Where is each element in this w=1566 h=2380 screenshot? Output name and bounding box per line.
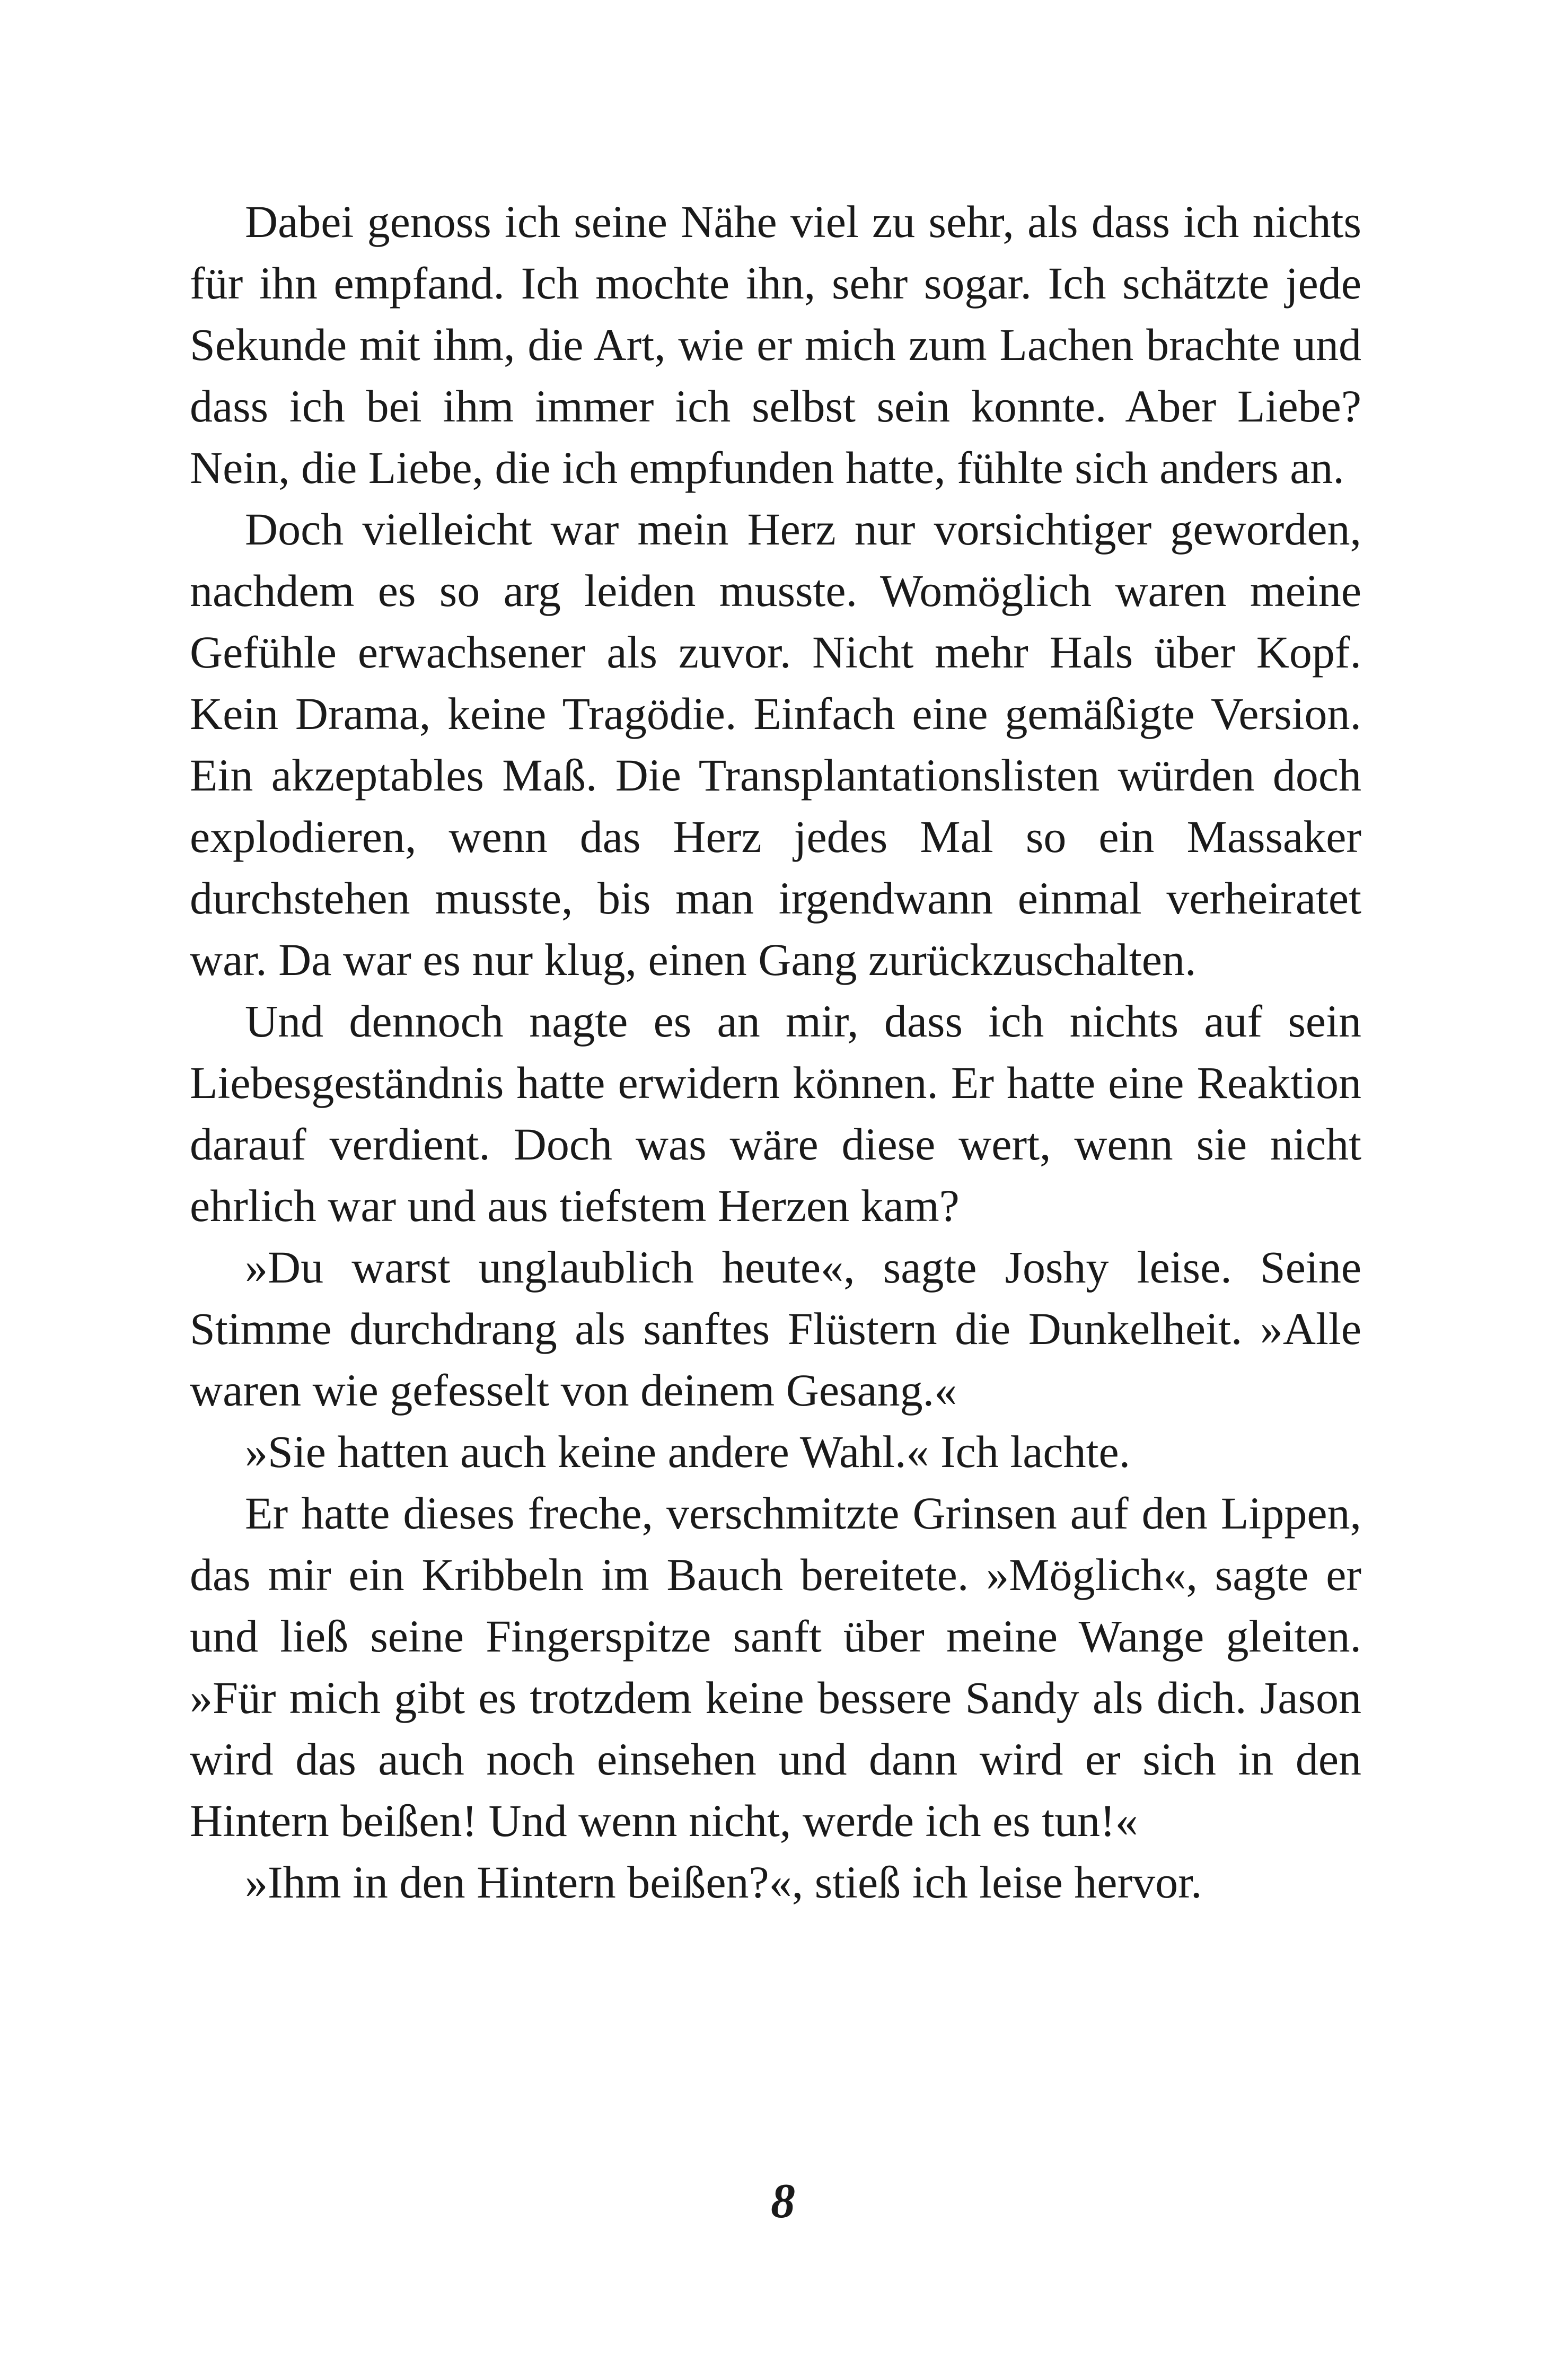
paragraph: »Du warst unglaublich heute«, sagte Joshy leise. Seine Stimme durchdrang als sanftes Flüstern die Dunkelheit. »Alle waren wie gefesselt von deinem Gesang.« [190, 1242, 1361, 1416]
body-text [190, 191, 1361, 1913]
paragraph: Und dennoch nagte es an mir, dass ich nichts auf sein Liebesgeständnis hatte erwidern können. Er hatte eine Reaktion darauf verdient. Doch was wäre diese wert, wenn sie nicht ehrlich war und aus tiefstem Herzen kam? [190, 996, 1361, 1231]
paragraph: »Ihm in den Hintern beißen?«, stieß ich leise hervor. [245, 1857, 1202, 1908]
paragraph: Er hatte dieses freche, verschmitzte Grinsen auf den Lippen, das mir ein Kribbeln im Bauch bereitete. »Möglich«, sagte er und ließ seine Fingerspitze sanft über meine Wange gleiten. »Für mich gibt es trotzdem keine bessere Sandy als dich. Jason wird das auch noch einsehen und dann wird er sich in den Hintern beißen! Und wenn nicht, werde ich es tun!« [190, 1488, 1361, 1846]
paragraph: Dabei genoss ich seine Nähe viel zu sehr, als dass ich nichts für ihn empfand. Ich mochte ihn, sehr sogar. Ich schätzte jede Sekunde mit ihm, die Art, wie er mich zum Lachen brachte und dass ich bei ihm immer ich selbst sein konnte. Aber Liebe? Nein, die Liebe, die ich empfunden hatte, fühlte sich anders an. [190, 196, 1361, 493]
paragraph: »Sie hatten auch keine andere Wahl.« Ich lachte. [245, 1426, 1131, 1477]
paragraph: Doch vielleicht war mein Herz nur vorsichtiger geworden, nachdem es so arg leiden musste. Womöglich waren meine Gefühle erwachsener als zuvor. Nicht mehr Hals über Kopf. Kein Drama, keine Tragödie. Einfach eine gemäßigte Version. Ein akzeptables Maß. Die Transplantationslisten würden doch explodieren, wenn das Herz jedes Mal so ein Massaker durchstehen musste, bis man irgendwann einmal verheiratet war. Da war es nur klug, einen Gang zurückzuschalten. [190, 504, 1361, 985]
page-number: 8 [771, 2174, 795, 2228]
